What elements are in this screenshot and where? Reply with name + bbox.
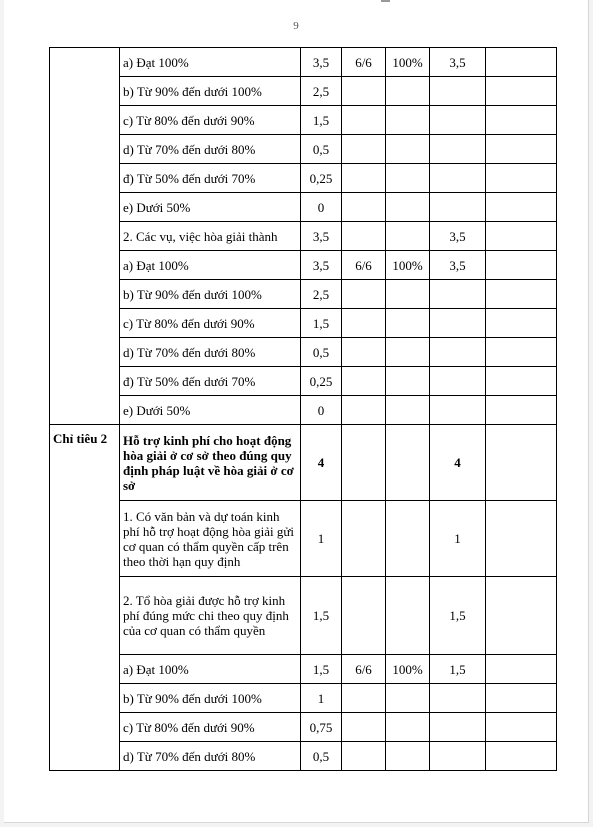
row-percent: 100% <box>386 48 430 77</box>
row-percent <box>386 280 430 309</box>
row-note <box>486 309 557 338</box>
row-self-score: 1 <box>430 501 486 577</box>
row-note <box>486 222 557 251</box>
row-note <box>486 713 557 742</box>
row-self-score <box>430 106 486 135</box>
table-row <box>50 164 557 193</box>
row-ratio <box>342 164 386 193</box>
row-label: a) Đạt 100% <box>120 655 301 684</box>
row-percent: 100% <box>386 251 430 280</box>
table-row <box>50 577 557 655</box>
row-self-score: 1,5 <box>430 577 486 655</box>
row-note <box>486 193 557 222</box>
table-row <box>50 309 557 338</box>
row-score: 3,5 <box>301 222 342 251</box>
row-self-score <box>430 684 486 713</box>
row-percent <box>386 309 430 338</box>
row-note <box>486 367 557 396</box>
row-label: d) Từ 70% đến dưới 80% <box>120 338 301 367</box>
table-row <box>50 367 557 396</box>
row-label: b) Từ 90% đến dưới 100% <box>120 280 301 309</box>
row-ratio <box>342 77 386 106</box>
row-ratio <box>342 367 386 396</box>
criterion-label: Chỉ tiêu 2 <box>50 425 120 771</box>
table-row <box>50 501 557 577</box>
row-ratio <box>342 338 386 367</box>
row-score: 1 <box>301 684 342 713</box>
row-label: c) Từ 80% đến dưới 90% <box>120 309 301 338</box>
row-score: 0,75 <box>301 713 342 742</box>
table-row <box>50 77 557 106</box>
row-score: 1,5 <box>301 577 342 655</box>
table-row <box>50 280 557 309</box>
row-self-score <box>430 135 486 164</box>
row-score: 1 <box>301 501 342 577</box>
row-score: 3,5 <box>301 48 342 77</box>
row-note <box>486 425 557 501</box>
row-label: d) Từ 70% đến dưới 80% <box>120 135 301 164</box>
row-percent: 100% <box>386 655 430 684</box>
row-score: 1,5 <box>301 655 342 684</box>
row-label: b) Từ 90% đến dưới 100% <box>120 684 301 713</box>
row-percent <box>386 577 430 655</box>
row-note <box>486 577 557 655</box>
row-ratio <box>342 713 386 742</box>
table-row <box>50 742 557 771</box>
row-percent <box>386 742 430 771</box>
row-ratio <box>342 222 386 251</box>
table-row <box>50 713 557 742</box>
table-row <box>50 338 557 367</box>
row-percent <box>386 367 430 396</box>
row-percent <box>386 338 430 367</box>
row-self-score: 3,5 <box>430 48 486 77</box>
row-note <box>486 684 557 713</box>
row-self-score <box>430 713 486 742</box>
row-percent <box>386 106 430 135</box>
row-ratio <box>342 501 386 577</box>
row-ratio <box>342 106 386 135</box>
row-note <box>486 77 557 106</box>
row-label: a) Đạt 100% <box>120 48 301 77</box>
row-note <box>486 655 557 684</box>
table-row <box>50 396 557 425</box>
row-self-score <box>430 77 486 106</box>
row-ratio <box>342 309 386 338</box>
row-ratio <box>342 396 386 425</box>
row-note <box>486 396 557 425</box>
row-label: a) Đạt 100% <box>120 251 301 280</box>
table-row <box>50 425 557 501</box>
row-ratio <box>342 425 386 501</box>
row-score: 2,5 <box>301 280 342 309</box>
row-score: 1,5 <box>301 106 342 135</box>
table-row <box>50 48 557 77</box>
row-ratio <box>342 193 386 222</box>
row-ratio: 6/6 <box>342 251 386 280</box>
row-self-score <box>430 396 486 425</box>
row-self-score <box>430 338 486 367</box>
row-score: 0,5 <box>301 135 342 164</box>
table-row <box>50 135 557 164</box>
row-self-score: 4 <box>430 425 486 501</box>
row-label: b) Từ 90% đến dưới 100% <box>120 77 301 106</box>
row-note <box>486 251 557 280</box>
row-note <box>486 338 557 367</box>
row-ratio <box>342 280 386 309</box>
row-label: d) Từ 70% đến dưới 80% <box>120 742 301 771</box>
criteria-table <box>49 47 557 771</box>
row-percent <box>386 713 430 742</box>
row-percent <box>386 396 430 425</box>
row-self-score: 3,5 <box>430 222 486 251</box>
row-label: đ) Từ 50% đến dưới 70% <box>120 367 301 396</box>
row-percent <box>386 164 430 193</box>
document-page <box>4 0 589 823</box>
row-self-score: 1,5 <box>430 655 486 684</box>
row-label: đ) Từ 50% đến dưới 70% <box>120 164 301 193</box>
row-ratio: 6/6 <box>342 48 386 77</box>
row-score: 0 <box>301 193 342 222</box>
row-ratio <box>342 577 386 655</box>
row-label: 2. Tổ hòa giải được hỗ trợ kinh phí đúng mức chi theo quy định của cơ quan có thẩm quyền <box>120 577 301 655</box>
row-label: e) Dưới 50% <box>120 193 301 222</box>
row-percent <box>386 135 430 164</box>
row-label: e) Dưới 50% <box>120 396 301 425</box>
row-label: Hỗ trợ kinh phí cho hoạt động hòa giải ở cơ sở theo đúng quy định pháp luật về hòa giải ở cơ sở <box>120 425 301 501</box>
row-score: 0,25 <box>301 367 342 396</box>
row-note <box>486 106 557 135</box>
row-percent <box>386 77 430 106</box>
table-row <box>50 251 557 280</box>
row-percent <box>386 222 430 251</box>
row-label: 1. Có văn bản và dự toán kinh phí hỗ trợ hoạt động hòa giải gửi cơ quan có thẩm quyền cấp trên theo thời hạn quy định <box>120 501 301 577</box>
row-note <box>486 135 557 164</box>
row-self-score: 3,5 <box>430 251 486 280</box>
row-note <box>486 742 557 771</box>
row-note <box>486 501 557 577</box>
row-ratio <box>342 684 386 713</box>
table-row <box>50 222 557 251</box>
row-self-score <box>430 742 486 771</box>
row-score: 2,5 <box>301 77 342 106</box>
row-label: c) Từ 80% đến dưới 90% <box>120 106 301 135</box>
row-label: 2. Các vụ, việc hòa giải thành <box>120 222 301 251</box>
table-row <box>50 684 557 713</box>
page-number: 9 <box>293 20 299 32</box>
table-row <box>50 655 557 684</box>
row-score: 0 <box>301 396 342 425</box>
row-ratio: 6/6 <box>342 655 386 684</box>
row-percent <box>386 425 430 501</box>
row-self-score <box>430 367 486 396</box>
criterion-cell-1 <box>50 48 120 425</box>
table-row <box>50 193 557 222</box>
row-score: 0,5 <box>301 338 342 367</box>
row-note <box>486 280 557 309</box>
row-percent <box>386 684 430 713</box>
table-row <box>50 106 557 135</box>
row-note <box>486 164 557 193</box>
row-self-score <box>430 280 486 309</box>
row-note <box>486 48 557 77</box>
row-score: 4 <box>301 425 342 501</box>
row-score: 3,5 <box>301 251 342 280</box>
row-score: 1,5 <box>301 309 342 338</box>
row-ratio <box>342 135 386 164</box>
page-top-mark <box>381 0 390 2</box>
row-self-score <box>430 309 486 338</box>
row-score: 0,25 <box>301 164 342 193</box>
row-score: 0,5 <box>301 742 342 771</box>
row-ratio <box>342 742 386 771</box>
row-self-score <box>430 193 486 222</box>
row-self-score <box>430 164 486 193</box>
row-percent <box>386 501 430 577</box>
row-label: c) Từ 80% đến dưới 90% <box>120 713 301 742</box>
row-percent <box>386 193 430 222</box>
